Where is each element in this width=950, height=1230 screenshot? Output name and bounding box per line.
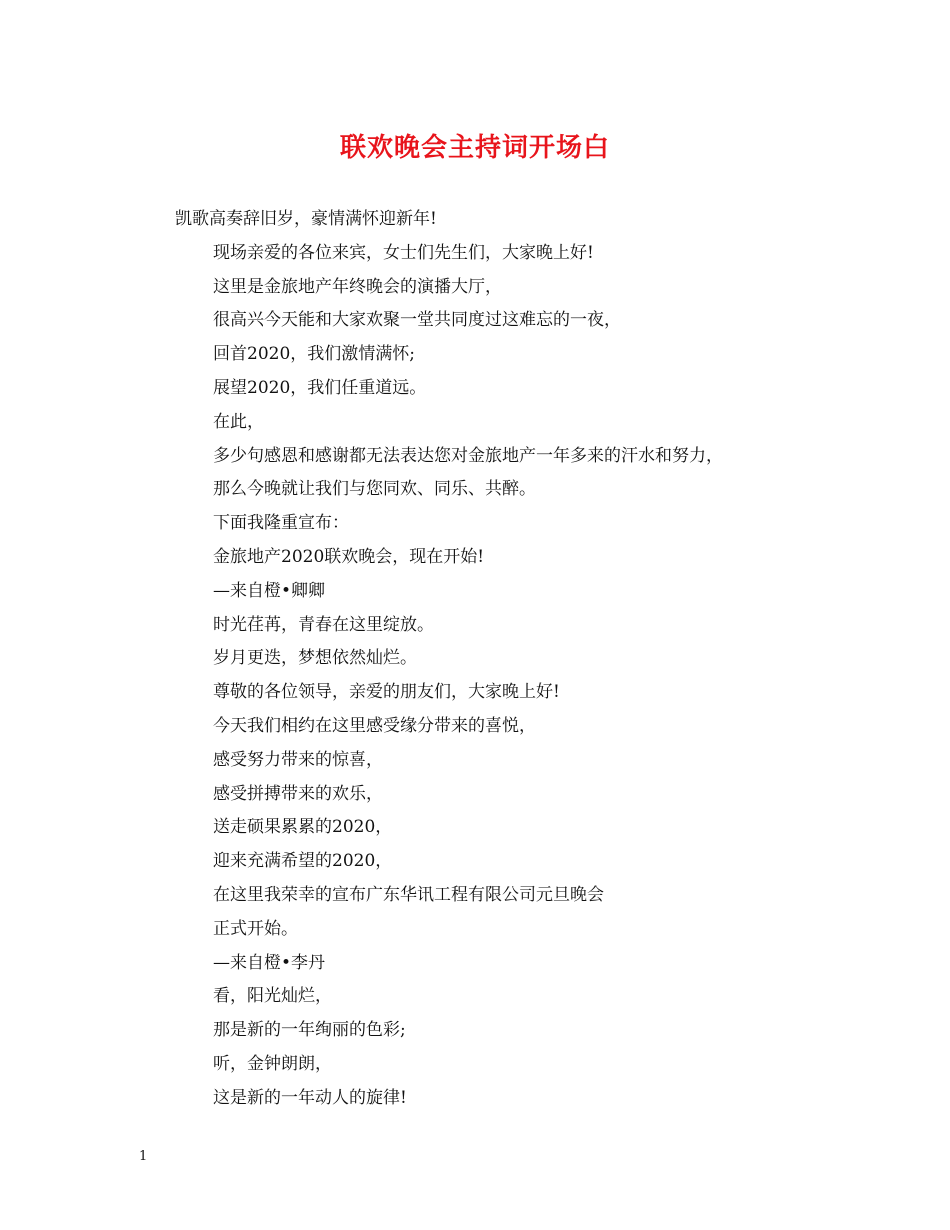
body-line: 听，金钟朗朗， (213, 1053, 332, 1074)
body-line: 金旅地产2020联欢晚会，现在开始! (213, 546, 485, 567)
body-line: 尊敬的各位领导，亲爱的朋友们，大家晚上好! (213, 682, 560, 703)
author-credit: —来自橙•卿卿 (213, 580, 326, 601)
body-line: 多少句感恩和感谢都无法表达您对金旅地产一年多来的汗水和努力， (213, 445, 723, 466)
body-line: 很高兴今天能和大家欢聚一堂共同度过这难忘的一夜， (213, 310, 621, 331)
author-credit: —来自橙•李丹 (213, 952, 326, 973)
body-line: 那是新的一年绚丽的色彩; (213, 1020, 406, 1041)
body-line: 岁月更迭，梦想依然灿烂。 (213, 648, 417, 669)
body-line: 时光荏苒，青春在这里绽放。 (213, 614, 434, 635)
body-line: 看，阳光灿烂， (213, 986, 332, 1007)
body-line: 这是新的一年动人的旋律! (213, 1087, 407, 1108)
body-line: 正式开始。 (213, 918, 298, 939)
body-line: 在这里我荣幸的宣布广东华讯工程有限公司元旦晚会 (213, 884, 604, 905)
document-body (175, 203, 815, 1116)
body-line: 迎来充满希望的2020， (213, 851, 393, 872)
body-line: 感受努力带来的惊喜， (213, 749, 383, 770)
document-title: 联欢晚会主持词开场白 (339, 133, 610, 163)
body-line: 现场亲爱的各位来宾，女士们先生们，大家晚上好! (213, 242, 594, 263)
body-line: 凯歌高奏辞旧岁，豪情满怀迎新年! (175, 209, 437, 229)
body-line: 今天我们相约在这里感受缘分带来的喜悦， (213, 715, 536, 736)
body-line: 下面我隆重宣布： (213, 513, 349, 534)
body-line: 在此， (213, 411, 264, 432)
page-number: 1 (139, 1149, 148, 1164)
body-line: 送走硕果累累的2020， (213, 817, 393, 838)
body-line: 那么今晚就让我们与您同欢、同乐、共醉。 (213, 479, 536, 500)
body-line: 回首2020，我们激情满怀; (213, 344, 415, 365)
body-line: 感受拼搏带来的欢乐， (213, 783, 383, 804)
body-line: 这里是金旅地产年终晚会的演播大厅， (213, 276, 502, 297)
body-line: 展望2020，我们任重道远。 (213, 377, 427, 398)
